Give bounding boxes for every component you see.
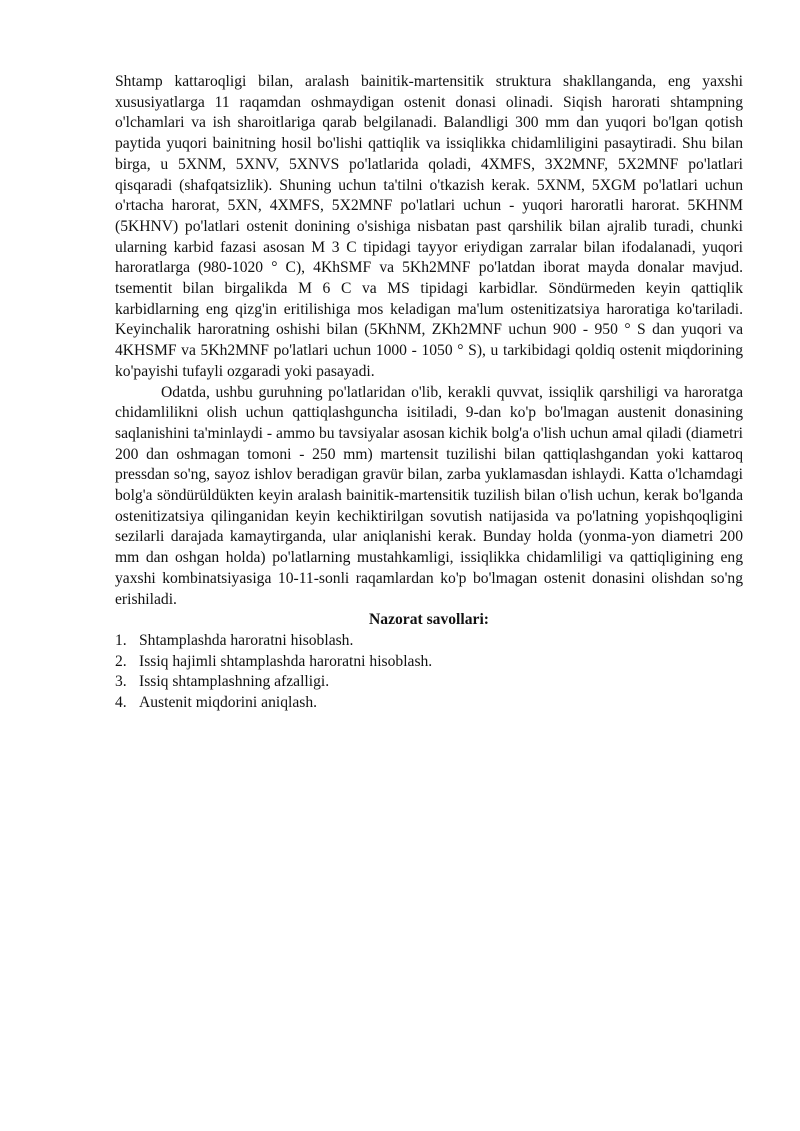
list-item-number: 1. — [115, 631, 127, 649]
list-item — [115, 672, 743, 693]
list-item-text: Issiq shtamplashning afzalligi. — [139, 673, 330, 691]
list-item-number: 2. — [115, 652, 127, 670]
list-item — [115, 693, 743, 714]
list-item-text: Austenit miqdorini aniqlash. — [139, 694, 318, 712]
body-paragraph-1: Shtamp kattaroqligi bilan, aralash bainitik-martensitik struktura shakllanganda, eng yaxshi xususiyatlarga 11 raqamdan oshmaydigan ostenit donasi olinadi. Siqish harorati shtampning o'lchamlari va ish sharoitlariga qarab belgilanadi. Balandligi 300 mm dan yuqori bo'lgan qotish paytida yuqori bainitning hosil bo'lishi qattiqlik va issiqlikka chidamliligini pasaytiradi. Shu bilan birga, u 5XNM, 5XNV, 5XNVS po'latlarida qoladi, 4XMFS, 3X2MNF, 5X2MNF po'latlari qisqaradi (shafqatsizlik). Shuning uchun ta'tilni o'tkazish kerak. 5XNM, 5XGM po'latlari uchun o'rtacha harorat, 5XN, 4XMFS, 5X2MNF po'latlari uchun - yuqori haroratli harorat. 5KHNM (5KHNV) po'latlari ostenit donining o'sishiga nisbatan past qarshilik bilan ajralib turadi, chunki ularning karbid fazasi asosan M 3 C tipidagi tayyor eriydigan zarralar bilan ifodalanadi, yuqori haroratlarga (980-1020 ° C), 4KhSMF va 5Kh2MNF po'latdan iborat mayda donalar mavjud. tsementit bilan birgalikda M 6 C va MS tipidagi karbidlar. Söndürmeden keyin qattiqlik karbidlarning eng qizg'in eritilishiga mos keladigan ma'lum ostenitizatsiya haroratiga ko'tariladi. Keyinchalik haroratning oshishi bilan (5KhNM, ZKh2MNF uchun 900 - 950 ° S dan yuqori va 4KHSMF va 5Kh2MNF po'latlari uchun 1000 - 1050 ° S), u tarkibidagi qoldiq ostenit miqdorining ko'payishi tufayli ozgaradi yoki pasayadi. — [115, 73, 743, 380]
section-heading: Nazorat savollari: — [369, 611, 489, 629]
list-item — [115, 631, 743, 652]
list-item — [115, 652, 743, 673]
list-item-text: Shtamplashda haroratni hisoblash. — [139, 631, 354, 649]
body-paragraph-2: Odatda, ushbu guruhning po'latlaridan o'lib, kerakli quvvat, issiqlik qarshiligi va haroratga chidamlilikni olish uchun qattiqlashguncha isitiladi, 9-dan ko'p bo'lmagan austenit donasining saqlanishini ta'minlaydi - ammo bu tavsiyalar asosan kichik bolg'a o'lish uchun amal qiladi (diametri 200 dan oshmagan tomoni - 250 mm) martensit tuzilishi bilan qattiqlashgandan yoki kattaroq pressdan so'ng, sayoz ishlov beradigan gravür bilan, zarba yuklamasdan ishlaydi. Katta o'lchamdagi bolg'a söndürüldükten keyin aralash bainitik-martensitik tuzilish bilan o'lish uchun, kerak bo'lganda ostenitizatsiya qilinganidan keyin kechiktirilgan sovutish natijasida va po'latning yopishqoqligini sezilarli darajada kamaytirganda, ular aniqlanishi kerak. Bunday holda (yonma-yon diametri 200 mm dan oshgan holda) po'latlarning mustahkamligi, issiqlikka chidamliligi va qattiqligining eng yaxshi kombinatsiyasiga 10-11-sonli raqamlardan ko'p bo'lmagan ostenit donasini olishdan so'ng erishiladi. — [115, 383, 743, 608]
control-questions-list — [115, 631, 743, 714]
list-item-number: 3. — [115, 673, 127, 691]
list-item-number: 4. — [115, 694, 127, 712]
list-item-text: Issiq hajimli shtamplashda haroratni hisoblash. — [139, 652, 433, 670]
document-page — [115, 72, 743, 714]
